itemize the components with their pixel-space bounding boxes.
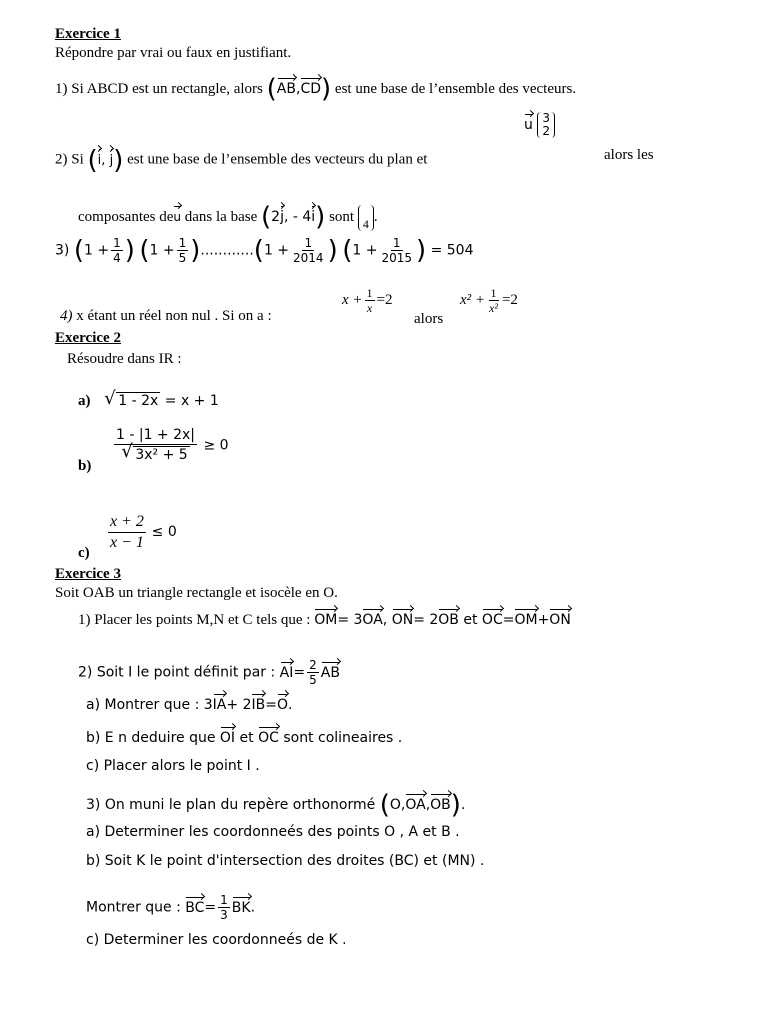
ex2-intro: Résoudre dans IR :: [67, 351, 182, 367]
ex3-qb: b) E n deduire que OI et OC sont colineaires .: [86, 730, 403, 746]
ex3-title: Exercice 3: [55, 566, 121, 582]
ex1-title: Exercice 1: [55, 26, 121, 42]
ex3-q3m: Montrer que : BC= $\frac{1}{3}$ BK.: [86, 893, 256, 922]
ex3-intro: Soit OAB un triangle rectangle et isocèle en O.: [55, 585, 338, 601]
ex1-q2-alors: alors les: [604, 147, 654, 163]
ex3-qa: a) Montrer que : 3IA+ 2IB=O.: [86, 697, 293, 713]
ex3-q3b: b) Soit K le point d'intersection des droites (BC) et (MN) .: [86, 853, 485, 869]
ex3-q3: 3) On muni le plan du repère orthonormé (O,OA,OB).: [86, 790, 466, 820]
ex1-q2-result-matrix: 4: [358, 205, 374, 231]
ex2-c-label: c): [78, 545, 90, 561]
ex1-q1: 1) Si ABCD est un rectangle, alors (AB,CD) est une base de l’ensemble des vecteurs.: [55, 74, 577, 104]
ex2-b-expression: 1 - |1 + 2x| √ 3x² + 5 ≥ 0: [112, 426, 229, 465]
ex3-q2: 2) Soit I le point définit par : AI= $\frac{2}{5}$ AB: [78, 658, 340, 687]
ex1-q2: 2) Si (i, j) est une base de l’ensemble des vecteurs du plan et: [55, 145, 428, 175]
ex1-q2-line2: composantes deu dans la base (2j, - 4i) sont 4 .: [78, 202, 378, 232]
ex1-q2-vector-u: u 3 2: [524, 112, 555, 138]
vector-ab: AB: [276, 81, 296, 97]
ex3-q3c: c) Determiner les coordonneés de K .: [86, 932, 347, 948]
ex1-intro: Répondre par vrai ou faux en justifiant.: [55, 45, 292, 61]
ex1-q2-matrix: 3 2: [537, 112, 555, 138]
ex1-q3: 3) (1 + $\frac{1}{4}$ ) (1 + $\frac{1}{5}$ )............(1 + $\frac{1}{2014}$ ) (1 + $\frac{1}{2015}$ ) = 504: [55, 235, 474, 266]
ex3-qc: c) Placer alors le point I .: [86, 758, 260, 774]
vector-cd: CD: [300, 81, 321, 97]
ex3-q3a: a) Determiner les coordonneés des points O , A et B .: [86, 824, 460, 840]
ex2-a: a) √ 1 - 2x = x + 1: [78, 393, 219, 410]
ex1-q4: 4) x étant un réel non nul . Si on a :: [60, 308, 272, 324]
ex2-b-label: b): [78, 458, 92, 474]
ex1-q4-conclusion: x² + $\frac{1}{\text{x²}}$ =2: [460, 286, 518, 315]
ex1-q4-alors: alors: [414, 311, 444, 327]
ex3-q1: 1) Placer les points M,N et C tels que : OM= 3OA, ON= 2OB et OC=OM+ON: [78, 612, 571, 628]
ex2-c-expression: $\frac{x + 2}{x - 1}$ ≤ 0: [110, 513, 177, 551]
ex1-q4-hypothesis: x + $\frac{1}{x}$ =2: [342, 286, 393, 315]
ex2-title: Exercice 2: [55, 330, 121, 346]
